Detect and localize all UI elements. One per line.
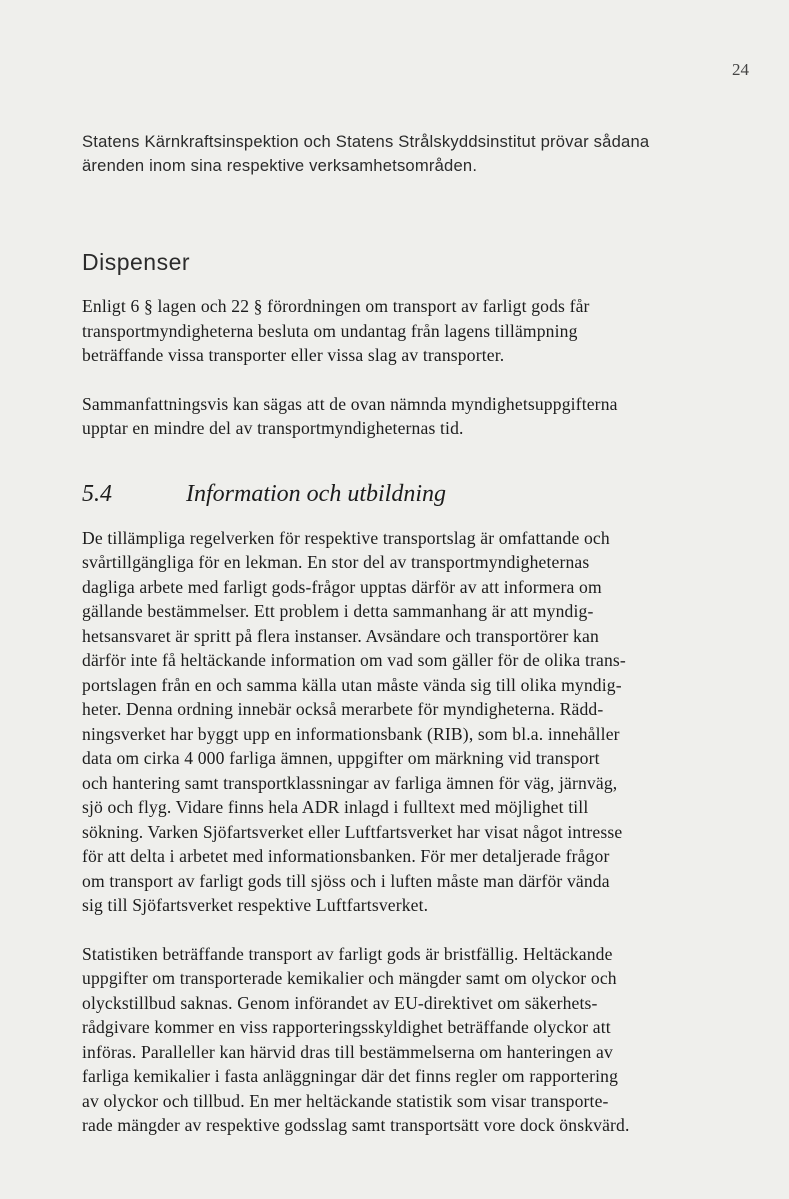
section-title: Information och utbildning (186, 480, 446, 507)
text-line: sig till Sjöfartsverket respektive Luftfartsverket. (82, 895, 429, 915)
section-heading (82, 481, 717, 508)
text-line: av olyckor och tillbud. En mer heltäckande statistik som visar transporte- (82, 1090, 609, 1111)
intro-paragraph (82, 130, 717, 178)
text-line: beträffande vissa transporter eller vissa slag av transporter. (82, 345, 505, 365)
page-content (82, 130, 717, 1138)
text-line: uppgifter om transporterade kemikalier och mängder samt om olyckor och (82, 968, 617, 988)
text-line: och hantering samt transportklassningar av farliga ämnen för väg, järnväg, (82, 772, 618, 793)
text-line: införas. Paralleller kan härvid dras till bestämmelserna om hanteringen av (82, 1041, 613, 1062)
heading-dispenser: Dispenser (82, 249, 191, 275)
text-line: hetsansvaret är spritt på flera instanser. Avsändare och transportörer kan (82, 625, 599, 646)
text-line: ningsverket har byggt upp en informationsbank (RIB), som bl.a. innehåller (82, 723, 620, 744)
text-line: Statens Kärnkraftsinspektion och Statens Strålskyddsinstitut prövar sådana (82, 132, 650, 151)
text-line: upptar en mindre del av transportmyndigheternas tid. (82, 418, 464, 438)
text-line: transportmyndigheterna besluta om undantag från lagens tillämpning (82, 320, 578, 341)
text-line: svårtillgängliga för en lekman. En stor del av transportmyndigheternas (82, 552, 590, 572)
text-line: Statistiken beträffande transport av farligt gods är bristfällig. Heltäckande (82, 943, 613, 964)
text-line: Sammanfattningsvis kan sägas att de ovan nämnda myndighetsuppgifterna (82, 393, 618, 414)
text-line: om transport av farligt gods till sjöss och i luften måste man därför vända (82, 870, 610, 891)
section-number: 5.4 (82, 480, 112, 507)
text-line: gällande bestämmelser. Ett problem i detta sammanhang är att myndig- (82, 601, 594, 621)
text-line: portslagen från en och samma källa utan måste vända sig till olika myndig- (82, 674, 622, 695)
dispens-paragraph (82, 294, 717, 368)
text-line: rådgivare kommer en viss rapporteringsskyldighet beträffande olyckor att (82, 1017, 611, 1037)
text-line: sjö och flyg. Vidare finns hela ADR inlagd i fulltext med möjlighet till (82, 797, 589, 817)
text-line: rade mängder av respektive godsslag samt transportsätt vore dock önskvärd. (82, 1115, 630, 1135)
text-line: heter. Denna ordning innebär också merarbete för myndigheterna. Rädd- (82, 699, 604, 719)
text-line: ärenden inom sina respektive verksamhetsområden. (82, 156, 478, 175)
information-paragraph (82, 526, 717, 918)
text-line: farliga kemikalier i fasta anläggningar där det finns regler om rapportering (82, 1066, 619, 1086)
statistics-paragraph (82, 942, 717, 1138)
text-line: olyckstillbud saknas. Genom införandet av EU-direktivet om säkerhets- (82, 992, 598, 1013)
text-line: data om cirka 4 000 farliga ämnen, uppgifter om märkning vid transport (82, 748, 600, 768)
page-number: 24 (732, 60, 749, 79)
text-line: De tillämpliga regelverken för respektive transportslag är omfattande och (82, 527, 610, 548)
text-line: Enligt 6 § lagen och 22 § förordningen om transport av farligt gods får (82, 296, 590, 316)
summary-paragraph (82, 392, 717, 441)
text-line: därför inte få heltäckande information om vad som gäller för de olika trans- (82, 650, 626, 670)
text-line: dagliga arbete med farligt gods-frågor upptas därför av att informera om (82, 576, 602, 597)
text-line: för att delta i arbetet med informationsbanken. För mer detaljerade frågor (82, 846, 610, 866)
text-line: sökning. Varken Sjöfartsverket eller Luftfartsverket har visat något intresse (82, 821, 623, 842)
